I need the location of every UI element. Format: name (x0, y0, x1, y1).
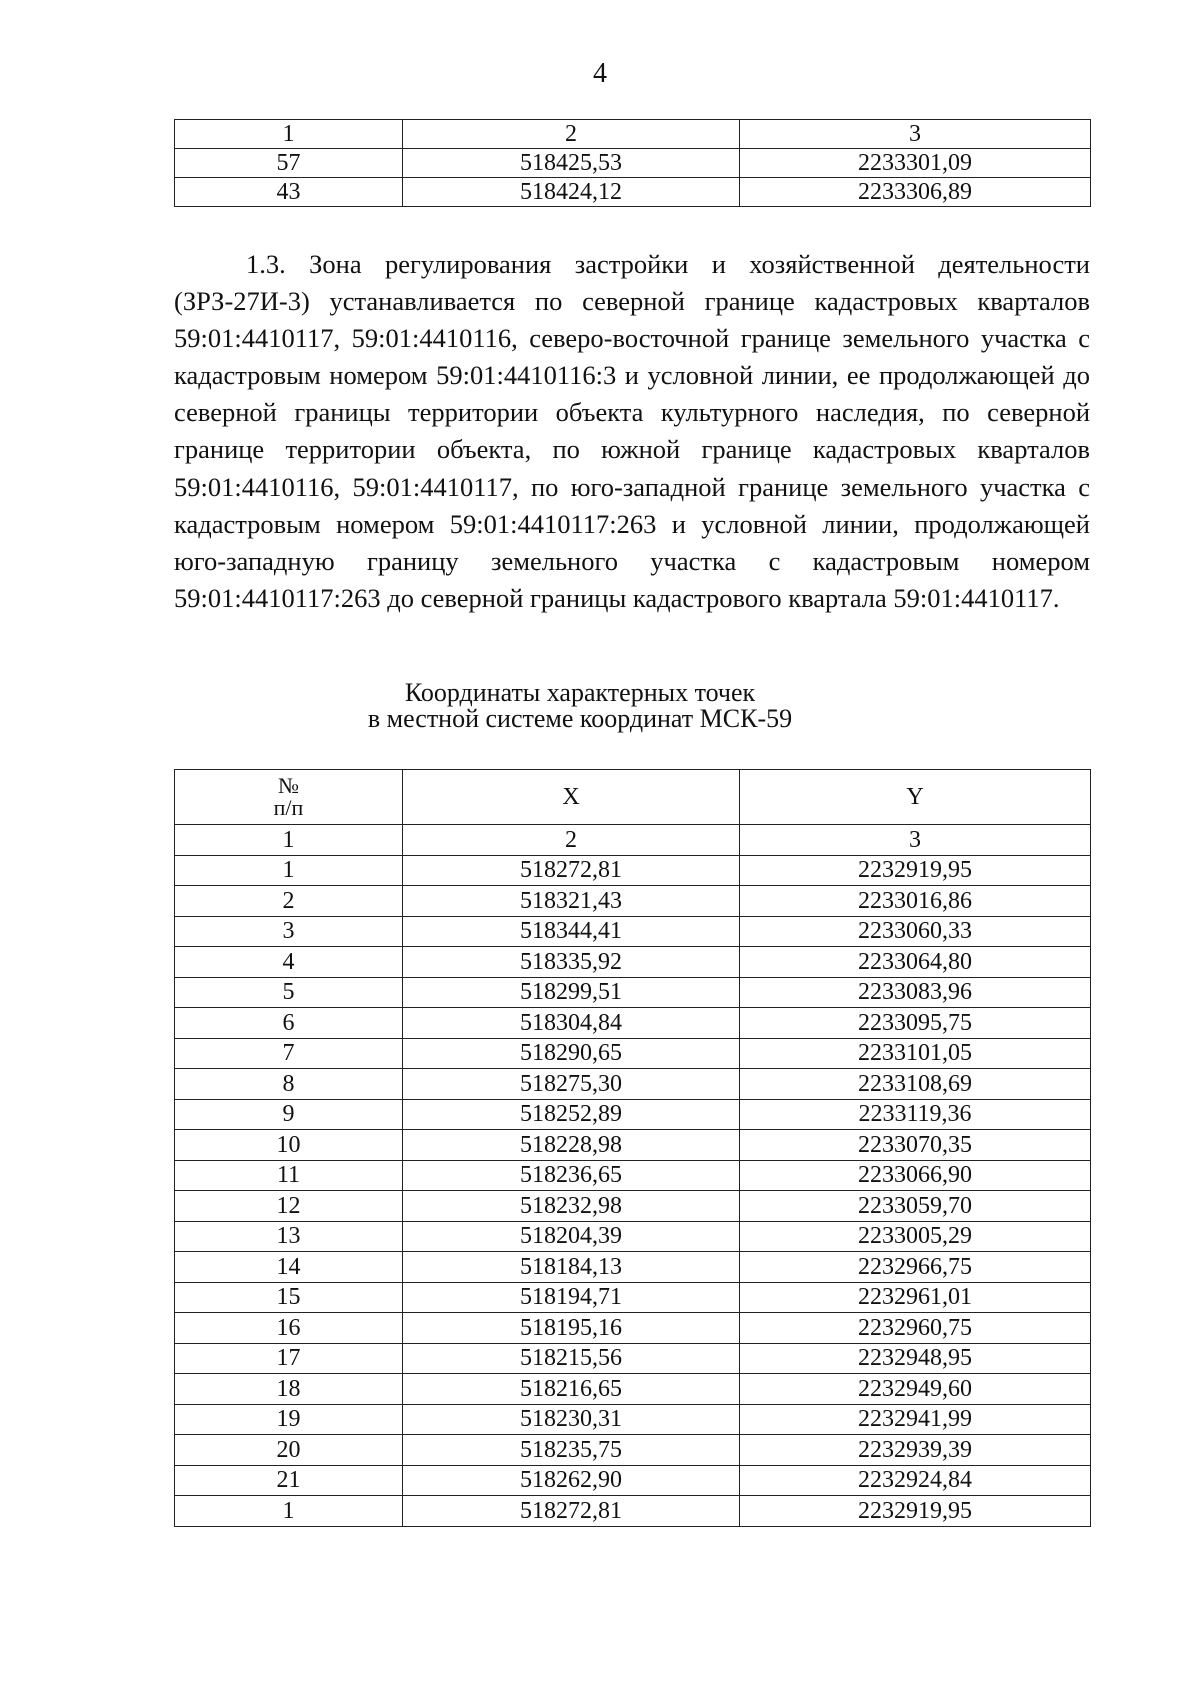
table-cell: 518344,41 (403, 916, 740, 947)
table-cell: 2232966,75 (740, 1252, 1091, 1283)
table-caption (0, 680, 1160, 732)
table-cell: 518235,75 (403, 1435, 740, 1466)
table-cell: 2233101,05 (740, 1038, 1091, 1069)
table-cell: 518236,65 (403, 1160, 740, 1191)
table-cell: 518275,30 (403, 1069, 740, 1100)
table-row (175, 1374, 1091, 1405)
table-cell: 518299,51 (403, 977, 740, 1008)
table-cell: 13 (175, 1221, 403, 1252)
header-y-cell: Y (740, 770, 1091, 825)
table-cell: 2233095,75 (740, 1008, 1091, 1039)
header-x-cell: X (403, 770, 740, 825)
table-cell: 518321,43 (403, 886, 740, 917)
table-row (175, 1435, 1091, 1466)
table-cell: 15 (175, 1282, 403, 1313)
table-cell: 2233070,35 (740, 1130, 1091, 1161)
table-cell: 518230,31 (403, 1404, 740, 1435)
table-row (175, 1465, 1091, 1496)
table-cell: 10 (175, 1130, 403, 1161)
table-cell: 2233066,90 (740, 1160, 1091, 1191)
page-number: 4 (593, 58, 607, 89)
table-cell: 2232960,75 (740, 1313, 1091, 1344)
table-cell: 16 (175, 1313, 403, 1344)
table-cell: 2233306,89 (740, 178, 1091, 207)
table-row (175, 1160, 1091, 1191)
table-cell: 2232961,01 (740, 1282, 1091, 1313)
table-cell: 518335,92 (403, 947, 740, 978)
table-cell: 6 (175, 1008, 403, 1039)
table-row (175, 149, 1091, 178)
table-column-number-row (175, 825, 1091, 856)
table-cell: 1 (175, 120, 403, 149)
header-number-symbol: № (278, 773, 299, 798)
table-cell: 2233083,96 (740, 977, 1091, 1008)
table-cell: 518215,56 (403, 1343, 740, 1374)
table-cell: 2 (403, 825, 740, 856)
table-cell: 4 (175, 947, 403, 978)
table-cell: 3 (740, 825, 1091, 856)
table-cell: 2232948,95 (740, 1343, 1091, 1374)
table-cell: 43 (175, 178, 403, 207)
table-cell: 11 (175, 1160, 403, 1191)
table-cell: 2232919,95 (740, 1496, 1091, 1527)
table-cell: 14 (175, 1252, 403, 1283)
table-row (175, 886, 1091, 917)
table-cell: 2 (175, 886, 403, 917)
table-row (175, 1069, 1091, 1100)
table-cell: 2 (403, 120, 740, 149)
table-cell: 518272,81 (403, 1496, 740, 1527)
table-row (175, 947, 1091, 978)
table-cell: 518204,39 (403, 1221, 740, 1252)
table-cell: 518232,98 (403, 1191, 740, 1222)
table-cell: 2233005,29 (740, 1221, 1091, 1252)
table-cell: 518304,84 (403, 1008, 740, 1039)
table-cell: 5 (175, 977, 403, 1008)
coordinates-table-continued (174, 119, 1091, 207)
table-cell: 518272,81 (403, 855, 740, 886)
header-number-label: п/п (273, 795, 304, 820)
table-cell: 1 (175, 825, 403, 856)
table-cell: 2232941,99 (740, 1404, 1091, 1435)
table-cell: 1 (175, 855, 403, 886)
table-cell: 518228,98 (403, 1130, 740, 1161)
table-cell: 518425,53 (403, 149, 740, 178)
table-cell: 2233119,36 (740, 1099, 1091, 1130)
table-header-row (175, 770, 1091, 825)
table-cell: 2232924,84 (740, 1465, 1091, 1496)
table-cell: 518290,65 (403, 1038, 740, 1069)
table-row (175, 855, 1091, 886)
table-cell: 2233301,09 (740, 149, 1091, 178)
table-column-number-row (175, 120, 1091, 149)
table-row (175, 1008, 1091, 1039)
table-cell: 2232919,95 (740, 855, 1091, 886)
table-row (175, 1343, 1091, 1374)
table-cell: 17 (175, 1343, 403, 1374)
table-cell: 21 (175, 1465, 403, 1496)
table-row (175, 1404, 1091, 1435)
table-row (175, 1191, 1091, 1222)
table-cell: 7 (175, 1038, 403, 1069)
table-cell: 518184,13 (403, 1252, 740, 1283)
table-cell: 518216,65 (403, 1374, 740, 1405)
table-cell: 2233108,69 (740, 1069, 1091, 1100)
table-row (175, 1282, 1091, 1313)
table-cell: 12 (175, 1191, 403, 1222)
table-row (175, 977, 1091, 1008)
caption-line-2: в местной системе координат МСК-59 (367, 704, 793, 733)
table-cell: 20 (175, 1435, 403, 1466)
table-cell: 18 (175, 1374, 403, 1405)
table-cell: 2232949,60 (740, 1374, 1091, 1405)
table-cell: 8 (175, 1069, 403, 1100)
header-number-cell (175, 770, 403, 825)
table-cell: 518262,90 (403, 1465, 740, 1496)
table-row (175, 178, 1091, 207)
coordinates-table (174, 769, 1091, 1527)
table-row (175, 1130, 1091, 1161)
table-cell: 3 (740, 120, 1091, 149)
table-row (175, 1313, 1091, 1344)
table-cell: 518194,71 (403, 1282, 740, 1313)
table-cell: 1 (175, 1496, 403, 1527)
table-row (175, 1221, 1091, 1252)
caption-line-1: Координаты характерных точек (404, 678, 756, 707)
table-cell: 518195,16 (403, 1313, 740, 1344)
table-cell: 518252,89 (403, 1099, 740, 1130)
table-cell: 9 (175, 1099, 403, 1130)
table-cell: 3 (175, 916, 403, 947)
table-cell: 2233016,86 (740, 886, 1091, 917)
table-cell: 518424,12 (403, 178, 740, 207)
table-row (175, 1038, 1091, 1069)
table-cell: 2233060,33 (740, 916, 1091, 947)
table-cell: 2233064,80 (740, 947, 1091, 978)
table-row (175, 1496, 1091, 1527)
table-row (175, 1099, 1091, 1130)
table-cell: 2233059,70 (740, 1191, 1091, 1222)
table-cell: 57 (175, 149, 403, 178)
table-cell: 19 (175, 1404, 403, 1435)
table-cell: 2232939,39 (740, 1435, 1091, 1466)
zone-description-paragraph: 1.3. Зона регулирования застройки и хозяйственной деятельности (ЗРЗ-27И-3) устанавливается по северной границе кадастровых кварталов 59:01:4410117, 59:01:4410116, северо-восточной границе земельного участка с кадастровым номером 59:01:4410116:3 и условной линии, ее продолжающей до северной границы территории объекта культурного наследия, по северной границе территории объекта, по южной границе кадастровых кварталов 59:01:4410116, 59:01:4410117, по юго-западной границе земельного участка с кадастровым номером 59:01:4410117:263 и условной линии, продолжающей юго-западную границу земельного участка с кадастровым номером 59:01:4410117:263 до северной границы кадастрового квартала 59:01:4410117. (174, 249, 1090, 613)
table-row (175, 916, 1091, 947)
table-row (175, 1252, 1091, 1283)
